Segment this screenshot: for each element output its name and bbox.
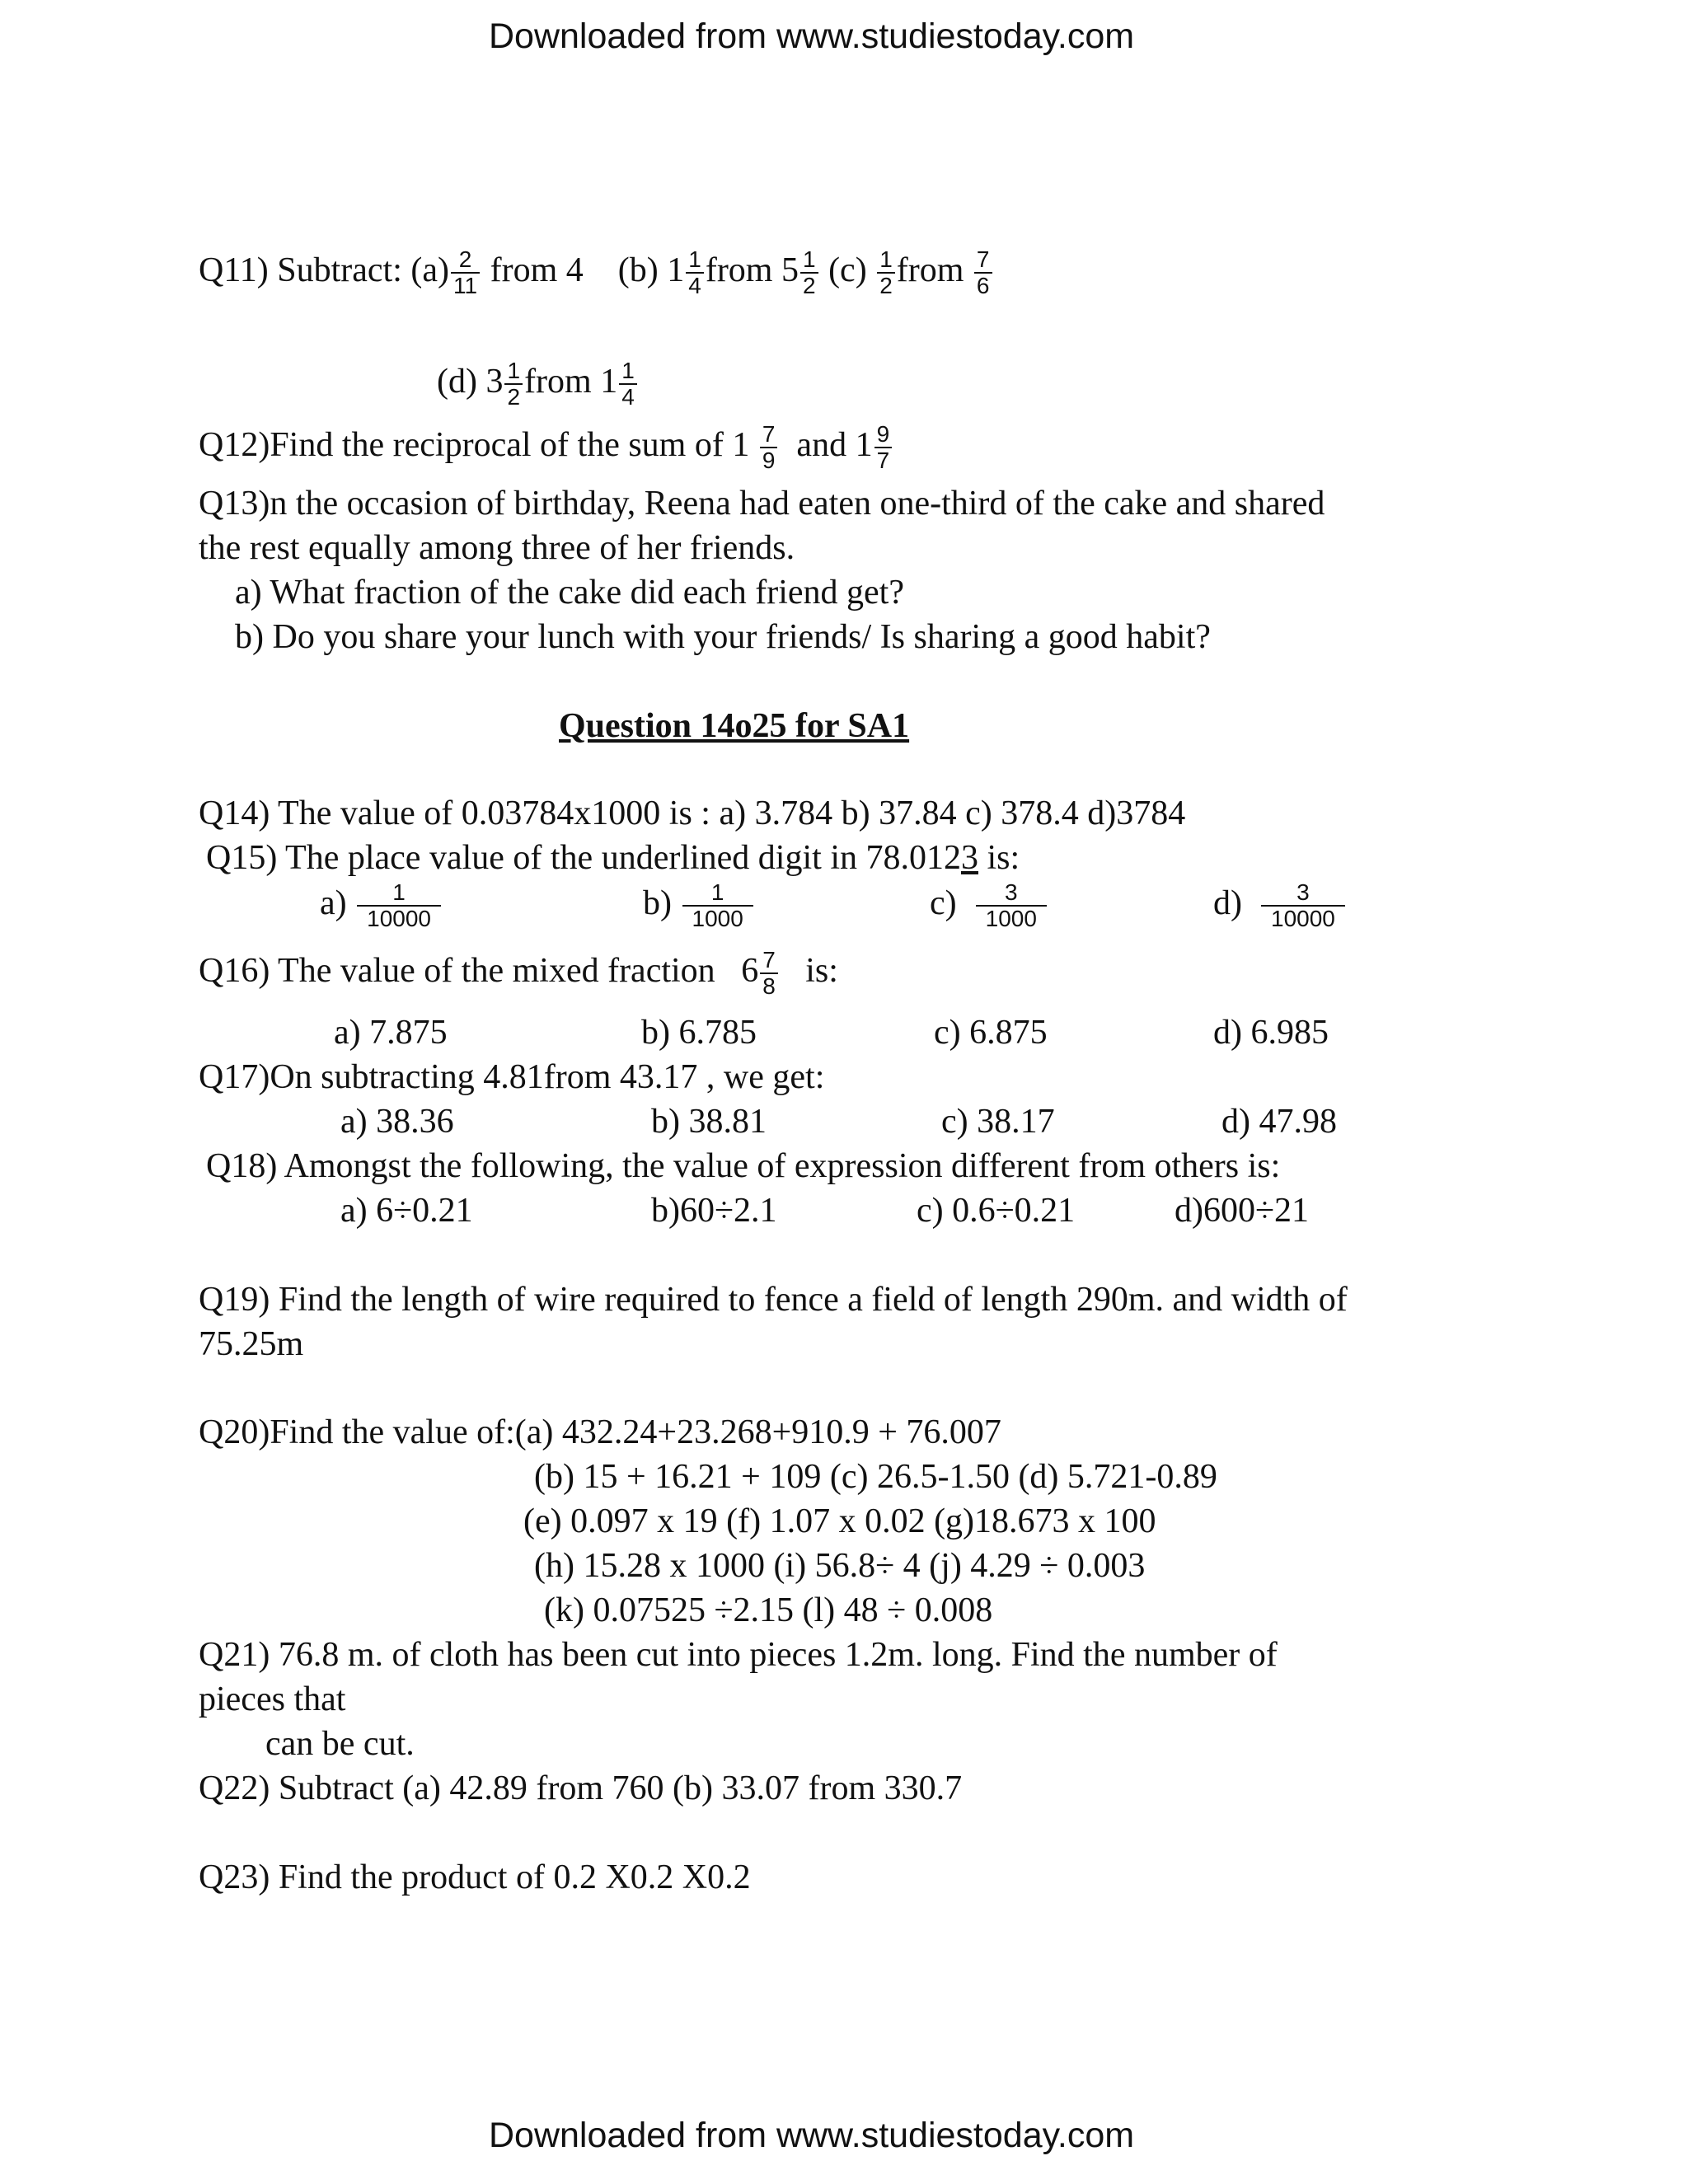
q11-d-fraction-2 [619,359,637,410]
denominator: 7 [876,448,890,474]
q16-tail: is: [805,951,838,990]
question-17: Q17)On subtracting 4.81from 43.17 , we get: [199,1058,825,1096]
q17-option-c: c) 38.17 [941,1103,1055,1141]
q11-a-text: from 4 [490,251,584,289]
q18-option-a: a) 6÷0.21 [340,1192,473,1230]
denominator: 11 [453,273,478,299]
question-13-line-2: the rest equally among three of her friends. [199,529,795,567]
q18-option-d: d)600÷21 [1175,1192,1310,1230]
denominator: 2 [802,273,816,299]
q11-c-fraction-2 [974,247,992,298]
denominator: 1000 [985,906,1037,932]
q16-option-d: d) 6.985 [1213,1014,1329,1052]
q11-b-prefix: (b) 1 [617,251,685,289]
numerator: 2 [451,247,480,274]
denominator: 4 [621,384,635,410]
question-21-line-1: Q21) 76.8 m. of cloth has been cut into pieces 1.2m. long. Find the number of [199,1636,1278,1674]
numerator: 7 [760,422,778,448]
q15-option-b [643,880,755,931]
q12-fraction-2 [874,422,893,473]
q15-option-c-fraction [976,880,1047,931]
denominator: 10000 [1271,906,1335,932]
question-12 [199,422,893,473]
numerator: 1 [619,359,637,385]
denominator: 8 [762,973,776,1000]
q11-a-prefix: (a) [410,251,450,289]
q11-d-prefix: (d) 3 [437,362,504,401]
question-13-line-1: Q13)n the occasion of birthday, Reena had eaten one-third of the cake and shared [199,485,1325,523]
q18-option-c: c) 0.6÷0.21 [917,1192,1076,1230]
q11-c-mid: from [896,251,964,289]
question-20-line-1: Q20)Find the value of:(a) 432.24+23.268+910.9 + 76.007 [199,1413,1001,1451]
question-14: Q14) The value of 0.03784x1000 is : a) 3.784 b) 37.84 c) 378.4 d)3784 [199,794,1186,832]
q11-b-fraction-1 [686,247,704,298]
q15-text-before: Q15) The place value of the underlined digit in 78.012 [206,839,961,877]
denominator: 2 [507,384,521,410]
numerator: 7 [974,247,992,274]
q12-fraction-1 [760,422,778,473]
numerator: 1 [686,247,704,274]
question-13-part-b: b) Do you share your lunch with your friends/ Is sharing a good habit? [235,618,1211,656]
q12-mid: and 1 [796,425,873,464]
q11-d-fraction-1 [504,359,523,410]
question-23: Q23) Find the product of 0.2 X0.2 X0.2 [199,1858,751,1896]
q16-whole: 6 [741,951,759,990]
q16-option-a: a) 7.875 [334,1014,448,1052]
question-22: Q22) Subtract (a) 42.89 from 760 (b) 33.07 from 330.7 [199,1769,963,1807]
question-20-line-3: (e) 0.097 x 19 (f) 1.07 x 0.02 (g)18.673 x 100 [523,1502,1156,1540]
denominator: 6 [976,273,990,299]
q17-option-a: a) 38.36 [340,1103,454,1141]
denominator: 9 [762,448,776,474]
q15-option-c [930,880,1048,931]
numerator: 9 [874,422,893,448]
q15-option-b-fraction [682,880,753,931]
denominator: 1000 [692,906,743,932]
question-18: Q18) Amongst the following, the value of expression different from others is: [206,1147,1281,1185]
option-label: a) [320,883,347,922]
numerator: 3 [976,880,1047,907]
q17-option-d: d) 47.98 [1221,1103,1337,1141]
question-20-line-2: (b) 15 + 16.21 + 109 (c) 26.5-1.50 (d) 5.721-0.89 [534,1458,1217,1496]
q15-underlined-digit: 3 [960,839,978,877]
q11-label: Q11) Subtract: [199,251,402,289]
q16-text: Q16) The value of the mixed fraction [199,951,715,990]
numerator: 1 [800,247,818,274]
question-11-part-d [437,359,639,410]
numerator: 7 [760,948,778,974]
q18-option-b: b)60÷2.1 [651,1192,777,1230]
q11-a-fraction [451,247,480,298]
numerator: 1 [877,247,895,274]
page-footer-url: Downloaded from www.studiestoday.com [489,2116,1135,2155]
denominator: 10000 [367,906,432,932]
question-21-line-3: can be cut. [265,1725,415,1763]
q11-d-mid: from 1 [524,362,618,401]
q11-c-prefix: (c) [828,251,867,289]
numerator: 1 [504,359,523,385]
q11-b-fraction-2 [800,247,818,298]
q15-option-a-fraction [357,880,441,931]
q17-option-b: b) 38.81 [651,1103,767,1141]
question-20-line-5: (k) 0.07525 ÷2.15 (l) 48 ÷ 0.008 [544,1591,993,1629]
q15-text-after: is: [978,839,1020,877]
denominator: 4 [688,273,701,299]
section-heading: Question 14o25 for SA1 [559,707,910,745]
q15-option-a [320,880,443,931]
question-16 [199,948,838,999]
numerator: 1 [357,880,441,907]
question-20-line-4: (h) 15.28 x 1000 (i) 56.8÷ 4 (j) 4.29 ÷ 0.003 [534,1547,1146,1585]
option-label: b) [643,883,672,922]
denominator: 2 [879,273,893,299]
question-19-line-2: 75.25m [199,1325,304,1363]
numerator: 1 [682,880,753,907]
q15-option-d-fraction [1261,880,1345,931]
question-19-line-1: Q19) Find the length of wire required to fence a field of length 290m. and width of [199,1281,1348,1319]
question-15 [206,841,1020,875]
option-label: c) [930,883,957,922]
question-13-part-a: a) What fraction of the cake did each friend get? [235,574,904,612]
q16-option-c: c) 6.875 [934,1014,1048,1052]
q11-c-fraction-1 [877,247,895,298]
question-11 [199,247,994,298]
page-header-url: Downloaded from www.studiestoday.com [489,16,1135,56]
q15-option-d [1213,880,1347,931]
question-21-line-2: pieces that [199,1680,346,1718]
option-label: d) [1213,883,1242,922]
q16-fraction [760,948,778,999]
q12-text: Q12)Find the reciprocal of the sum of 1 [199,425,750,464]
q16-option-b: b) 6.785 [641,1014,757,1052]
numerator: 3 [1261,880,1345,907]
q11-b-mid: from 5 [705,251,799,289]
